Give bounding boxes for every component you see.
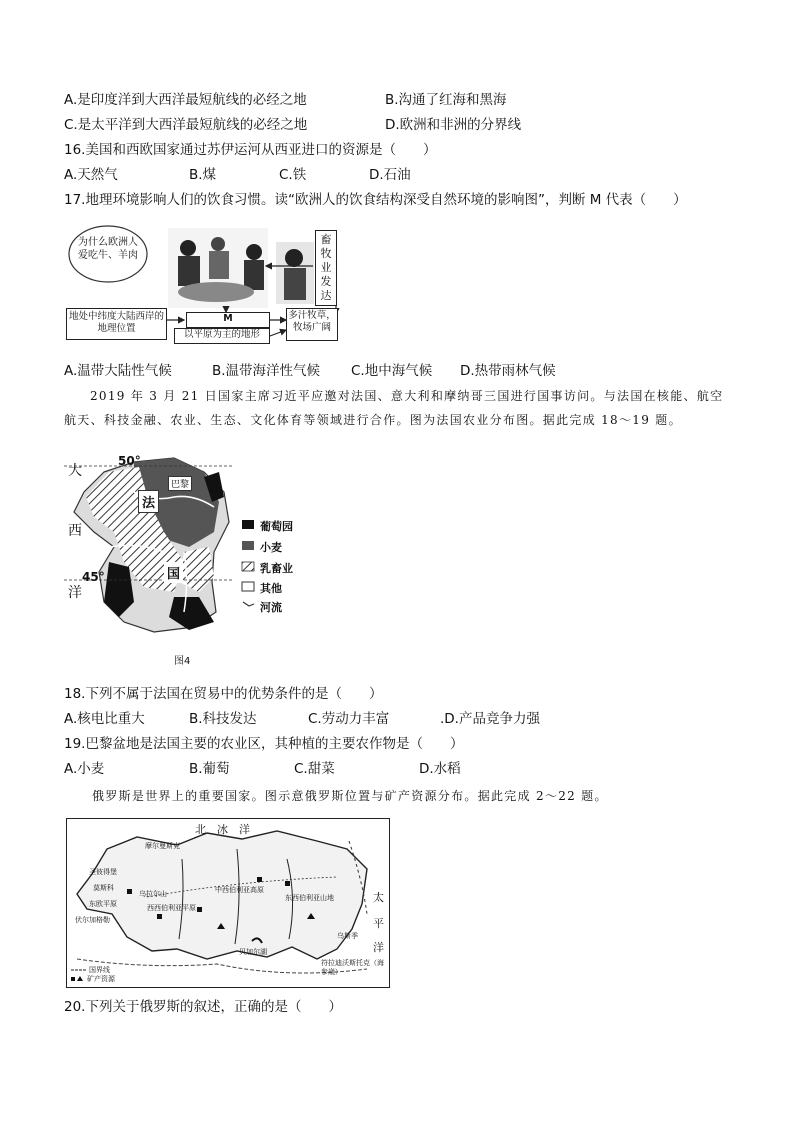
france-agriculture-map [64,452,310,668]
q19-stem: 19.巴黎盆地是法国主要的农业区，其种植的主要农作物是（ ） [64,736,464,752]
ocean-char-3: 洋 [68,585,82,601]
legend-wheat: 小麦 [260,541,282,554]
location-box: 地处中纬度大陆西岸的地理位置 [66,308,167,340]
legend-river: 河流 [260,601,282,614]
q15-option-c: C.是太平洋到大西洋最短航线的必经之地 [64,117,308,133]
q16-stem: 16.美国和西欧国家通过苏伊运河从西亚进口的资源是（ ） [64,142,437,158]
terrain-box: 以平原为主的地形 [174,328,270,344]
q18-option-b: B.科技发达 [189,711,257,727]
q16-option-d: D.石油 [369,167,411,183]
label-east-siberian-mountains: 东西伯利亚山地 [285,894,334,902]
legend-swatch-vineyard [242,520,254,529]
arctic-ocean-label: 北 冰 洋 [195,823,250,836]
legend-dairy: 乳畜业 [260,562,293,575]
dining-people-illustration [168,228,314,308]
russia-minerals-map [66,818,390,988]
ocean-char-2: 西 [68,523,82,539]
label-east-european-plain: 东欧平原 [89,900,117,908]
label-volgograd: 伏尔加格勒 [75,916,110,924]
france-intro-line2: 航天、科技金融、农业、生态、文化体育等领域进行合作。图为法国农业分布图。据此完成 18～19 题。 [64,413,682,427]
q16-option-a: A.天然气 [64,167,118,183]
ocean-char-1: 大 [68,463,82,479]
label-moscow: 莫斯科 [93,884,114,892]
label-paris: 巴黎 [168,476,192,491]
label-vladivostok: 符拉迪沃斯托克（海参崴） [321,959,384,976]
label-murmansk: 摩尔曼斯克 [145,842,180,850]
q18-stem: 18.下列不属于法国在贸易中的优势条件的是（ ） [64,686,383,702]
q17-stem: 17.地理环境影响人们的饮食习惯。读“欧洲人的饮食结构深受自然环境的影响图”，判断 M 代表（ ） [64,192,687,208]
legend-mineral-swatch [71,977,75,981]
legend-swatch-dairy [242,562,254,571]
bubble-question: 为什么欧洲人爱吃牛、羊肉 [78,237,138,261]
q18-option-a: A.核电比重大 [64,711,145,727]
label-baikal: 贝加尔湖 [239,948,267,956]
legend-border-label: 国界线 [89,966,110,974]
q17-option-a: A.温带大陆性气候 [64,363,172,379]
mineral-marker [127,889,132,894]
q15-option-d: D.欧洲和非洲的分界线 [385,117,522,133]
q20-stem: 20.下列关于俄罗斯的叙述，正确的是（ ） [64,999,342,1015]
pasture-box: 多汁牧草，牧场广阔 [286,308,338,341]
mineral-marker [257,877,262,882]
pacific-char-3: 洋 [373,941,384,954]
m-box: M [186,312,270,328]
q19-option-c: C.甜菜 [294,761,335,777]
q15-option-b: B.沟通了红海和黑海 [385,92,507,108]
label-central-siberian-plateau: 中西伯利亚高原 [215,886,264,894]
q18-option-d: .D.产品竞争力强 [440,711,540,727]
mineral-marker [285,881,290,886]
mineral-marker [157,914,162,919]
q19-option-a: A.小麦 [64,761,105,777]
pacific-char-2: 平 [373,917,384,930]
figure-caption: 图4 [174,656,191,667]
label-ural: 乌拉尔山 [139,890,167,898]
livestock-box: 畜牧业发达 [315,230,337,306]
label-st-petersburg: 圣彼得堡 [89,868,117,876]
q19-option-b: B.葡萄 [189,761,230,777]
pacific-char-1: 太 [373,891,384,904]
q15-option-a: A.是印度洋到大西洋最短航线的必经之地 [64,92,307,108]
label-guo: 国 [164,562,183,583]
russia-intro: 俄罗斯是世界上的重要国家。图示意俄罗斯位置与矿产资源分布。据此完成 2～22 题。 [92,789,608,803]
q17-option-d: D.热带雨林气候 [460,363,556,379]
legend-other: 其他 [260,582,282,595]
lat-50-label: 50° [118,454,141,468]
q16-option-b: B.煤 [189,167,217,183]
lat-45-label: 45° [82,570,105,584]
legend-mineral-label: 矿产资源 [87,975,115,983]
q16-option-c: C.铁 [279,167,307,183]
legend-vineyard: 葡萄园 [260,520,293,533]
label-fa: 法 [138,490,159,513]
q17-option-c: C.地中海气候 [351,363,433,379]
france-intro-line1: 2019 年 3 月 21 日国家主席习近平应邀对法国、意大利和摩纳哥三国进行国事访问。与法国在核能、航空 [90,389,724,403]
label-west-siberian-plain: 西西伯利亚平原 [147,904,196,912]
label-ust: 乌斯季 [337,932,358,940]
legend-swatch-other [242,582,254,591]
q17-diagram [66,222,342,346]
q17-option-b: B.温带海洋性气候 [212,363,321,379]
q19-option-d: D.水稻 [419,761,461,777]
legend-swatch-wheat [242,541,254,550]
q18-option-c: C.劳动力丰富 [308,711,390,727]
mineral-marker [197,907,202,912]
